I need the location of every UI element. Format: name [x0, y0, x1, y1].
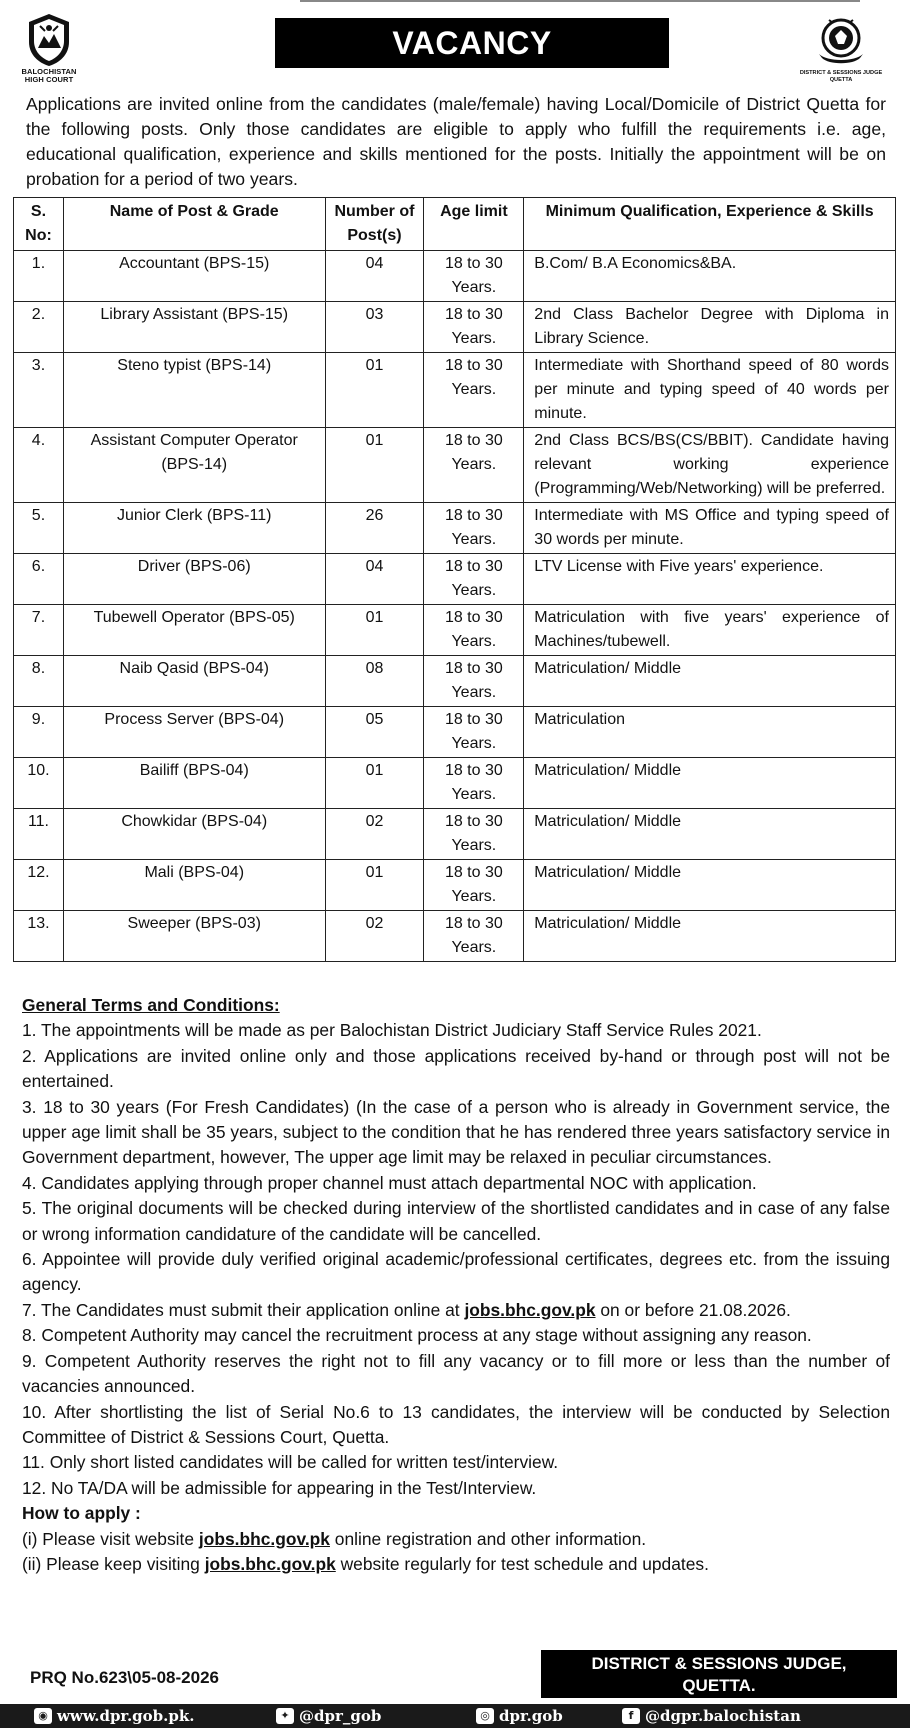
- instagram-icon: ◎: [476, 1708, 494, 1724]
- step-2-text: (ii) Please keep visiting: [22, 1553, 205, 1574]
- cell-age: 18 to 30 Years.: [424, 503, 524, 554]
- facebook-icon: f: [622, 1708, 640, 1724]
- table-row: [14, 605, 896, 656]
- issuing-authority-box: [541, 1650, 897, 1698]
- step-1-text-end: online registration and other information.: [329, 1528, 647, 1549]
- terms-heading: General Terms and Conditions:: [22, 995, 280, 1015]
- cell-age: 18 to 30 Years.: [424, 911, 524, 962]
- table-header-row: [14, 198, 896, 251]
- cell-sn: 4.: [14, 428, 64, 503]
- term-item: 10. After shortlisting the list of Serial No.6 to 13 candidates, the interview will be conducted by Selection Committee of District & Sessions Court, Quetta.: [22, 1401, 890, 1447]
- cell-number: 01: [325, 353, 424, 428]
- cell-qualification: Matriculation/ Middle: [524, 860, 896, 911]
- cell-sn: 10.: [14, 758, 64, 809]
- registration-website-link[interactable]: jobs.bhc.gov.pk: [198, 1528, 330, 1549]
- right-logo-caption-2: QUETTA: [829, 77, 853, 83]
- term-7-text: 7. The Candidates must submit their application online at: [22, 1299, 465, 1320]
- table-row: [14, 353, 896, 428]
- high-court-emblem-icon: [26, 12, 72, 68]
- cell-number: 04: [325, 251, 424, 302]
- cell-number: 01: [325, 428, 424, 503]
- header-age-limit: Age limit: [424, 198, 524, 251]
- cell-sn: 6.: [14, 554, 64, 605]
- term-item: 5. The original documents will be checked during interview of the shortlisted candidates and in case of any false or wrong information candidature of the candidate will be cancelled.: [22, 1198, 890, 1244]
- cell-age: 18 to 30 Years.: [424, 353, 524, 428]
- cell-number: 08: [325, 656, 424, 707]
- cell-age: 18 to 30 Years.: [424, 605, 524, 656]
- cell-sn: 8.: [14, 656, 64, 707]
- footer-twitter-text: @dpr_gob: [299, 1707, 382, 1725]
- term-item: 8. Competent Authority may cancel the recruitment process at any stage without assigning any reason.: [22, 1325, 812, 1346]
- cell-qualification: Intermediate with MS Office and typing speed of 30 words per minute.: [524, 503, 896, 554]
- cell-qualification: Intermediate with Shorthand speed of 80 words per minute and typing speed of 40 words per minute.: [524, 353, 896, 428]
- term-item: 1. The appointments will be made as per Balochistan District Judiciary Staff Service Rules 2021.: [22, 1020, 762, 1041]
- cell-post-name: Chowkidar (BPS-04): [63, 809, 325, 860]
- cell-qualification: Matriculation/ Middle: [524, 911, 896, 962]
- cell-sn: 7.: [14, 605, 64, 656]
- header-qualification: Minimum Qualification, Experience & Skills: [524, 198, 896, 251]
- cell-sn: 13.: [14, 911, 64, 962]
- cell-number: 03: [325, 302, 424, 353]
- cell-age: 18 to 30 Years.: [424, 707, 524, 758]
- cell-post-name: Library Assistant (BPS-15): [63, 302, 325, 353]
- cell-number: 01: [325, 758, 424, 809]
- cell-sn: 11.: [14, 809, 64, 860]
- district-sessions-judge-logo: [786, 14, 896, 94]
- how-to-apply-step-1: [22, 1527, 890, 1552]
- term-item: 3. 18 to 30 years (For Fresh Candidates) (In the case of a person who is already in Government service, the upper age limit shall be 35 years, subject to the condition that he has rendered three years satisfactory service in Government department, however, The upper age limit may be relaxed in peculiar circumstances.: [22, 1096, 890, 1168]
- footer-instagram[interactable]: [476, 1704, 563, 1728]
- prq-number: PRQ No.623\05-08-2026: [30, 1668, 219, 1687]
- table-row: [14, 860, 896, 911]
- cell-qualification: 2nd Class BCS/BS(CS/BBIT). Candidate having relevant working experience (Programming/Web/Networking) will be preferred.: [524, 428, 896, 503]
- header-sn: S. No:: [14, 198, 64, 251]
- cell-sn: 2.: [14, 302, 64, 353]
- district-court-emblem-icon: [813, 14, 869, 70]
- cell-post-name: Driver (BPS-06): [63, 554, 325, 605]
- cell-qualification: Matriculation/ Middle: [524, 656, 896, 707]
- left-logo-caption-2: HIGH COURT: [24, 75, 74, 84]
- page-title: VACANCY: [275, 18, 669, 68]
- cell-qualification: Matriculation: [524, 707, 896, 758]
- term-item: 6. Appointee will provide duly verified original academic/professional certificates, degrees etc. from the issuing agency.: [22, 1249, 890, 1295]
- cell-number: 01: [325, 860, 424, 911]
- header-post-name: Name of Post & Grade: [63, 198, 325, 251]
- cell-age: 18 to 30 Years.: [424, 251, 524, 302]
- table-row: [14, 911, 896, 962]
- cell-post-name: Steno typist (BPS-14): [63, 353, 325, 428]
- cell-number: 02: [325, 809, 424, 860]
- cell-qualification: B.Com/ B.A Economics&BA.: [524, 251, 896, 302]
- cell-age: 18 to 30 Years.: [424, 809, 524, 860]
- cell-post-name: Process Server (BPS-04): [63, 707, 325, 758]
- table-row: [14, 707, 896, 758]
- footer-website[interactable]: [34, 1704, 194, 1728]
- issuing-authority-line-2: QUETTA.: [682, 1676, 756, 1695]
- table-row: [14, 758, 896, 809]
- term-item: 9. Competent Authority reserves the right not to fill any vacancy or to fill more or less than the number of vacancies announced.: [22, 1350, 890, 1397]
- cell-post-name: Mali (BPS-04): [63, 860, 325, 911]
- cell-number: 02: [325, 911, 424, 962]
- cell-number: 05: [325, 707, 424, 758]
- top-divider: [300, 0, 860, 2]
- balochistan-high-court-logo: [14, 12, 84, 94]
- cell-number: 26: [325, 503, 424, 554]
- right-logo-caption-1: DISTRICT & SESSIONS JUDGE: [799, 70, 883, 76]
- footer-facebook[interactable]: [622, 1704, 801, 1728]
- twitter-icon: ✦: [276, 1708, 294, 1724]
- table-row: [14, 251, 896, 302]
- cell-sn: 3.: [14, 353, 64, 428]
- cell-sn: 12.: [14, 860, 64, 911]
- table-row: [14, 554, 896, 605]
- footer-twitter[interactable]: [276, 1704, 381, 1728]
- step-1-text: (i) Please visit website: [22, 1528, 199, 1549]
- table-row: [14, 809, 896, 860]
- how-to-apply-step-2: [22, 1552, 890, 1577]
- footer-instagram-text: dpr.gob: [499, 1707, 563, 1725]
- cell-age: 18 to 30 Years.: [424, 656, 524, 707]
- cell-sn: 5.: [14, 503, 64, 554]
- cell-sn: 1.: [14, 251, 64, 302]
- cell-post-name: Tubewell Operator (BPS-05): [63, 605, 325, 656]
- cell-qualification: Matriculation with five years' experience of Machines/tubewell.: [524, 605, 896, 656]
- cell-qualification: Matriculation/ Middle: [524, 758, 896, 809]
- step-2-text-end: website regularly for test schedule and updates.: [335, 1553, 709, 1574]
- cell-age: 18 to 30 Years.: [424, 758, 524, 809]
- term-item: 4. Candidates applying through proper channel must attach departmental NOC with application.: [22, 1172, 757, 1193]
- cell-post-name: Bailiff (BPS-04): [63, 758, 325, 809]
- term-item: 12. No TA/DA will be admissible for appearing in the Test/Interview.: [22, 1477, 537, 1498]
- footer-website-text: www.dpr.gob.pk.: [57, 1707, 195, 1725]
- left-logo-caption-1: BALOCHISTAN: [21, 67, 77, 76]
- cell-qualification: Matriculation/ Middle: [524, 809, 896, 860]
- cell-age: 18 to 30 Years.: [424, 302, 524, 353]
- term-item-7: [22, 1298, 890, 1323]
- term-item: 11. Only short listed candidates will be called for written test/interview.: [22, 1452, 559, 1473]
- updates-website-link[interactable]: jobs.bhc.gov.pk: [204, 1553, 336, 1574]
- issuing-authority-line-1: DISTRICT & SESSIONS JUDGE,: [591, 1654, 847, 1673]
- cell-post-name: Junior Clerk (BPS-11): [63, 503, 325, 554]
- terms-section: [22, 993, 890, 1577]
- table-row: [14, 503, 896, 554]
- globe-icon: ◉: [34, 1708, 52, 1724]
- cell-age: 18 to 30 Years.: [424, 860, 524, 911]
- social-footer-bar: [0, 1704, 910, 1728]
- cell-qualification: LTV License with Five years' experience.: [524, 554, 896, 605]
- table-row: [14, 302, 896, 353]
- header-number-of-posts: Number of Post(s): [325, 198, 424, 251]
- cell-number: 01: [325, 605, 424, 656]
- posts-table: [13, 197, 896, 962]
- term-item: 2. Applications are invited online only and those applications received by-hand or through post will not be entertained.: [22, 1045, 890, 1092]
- cell-post-name: Assistant Computer Operator (BPS-14): [63, 428, 325, 503]
- table-row: [14, 656, 896, 707]
- cell-age: 18 to 30 Years.: [424, 554, 524, 605]
- apply-website-link[interactable]: jobs.bhc.gov.pk: [464, 1299, 596, 1320]
- cell-post-name: Naib Qasid (BPS-04): [63, 656, 325, 707]
- footer-facebook-text: @dgpr.balochistan: [645, 1707, 801, 1725]
- cell-number: 04: [325, 554, 424, 605]
- cell-age: 18 to 30 Years.: [424, 428, 524, 503]
- cell-qualification: 2nd Class Bachelor Degree with Diploma in Library Science.: [524, 302, 896, 353]
- cell-post-name: Accountant (BPS-15): [63, 251, 325, 302]
- cell-sn: 9.: [14, 707, 64, 758]
- intro-paragraph: Applications are invited online from the candidates (male/female) having Local/Domicile of District Quetta for the following posts. Only those candidates are eligible to apply who fulfill the requirements i.e. age, educational qualification, experience and skills mentioned for the posts. Initially the appointment will be on probation for a period of two years.: [26, 94, 886, 189]
- cell-post-name: Sweeper (BPS-03): [63, 911, 325, 962]
- table-row: [14, 428, 896, 503]
- how-to-apply-heading: How to apply :: [22, 1503, 141, 1524]
- term-7-deadline: on or before 21.08.2026.: [595, 1299, 791, 1320]
